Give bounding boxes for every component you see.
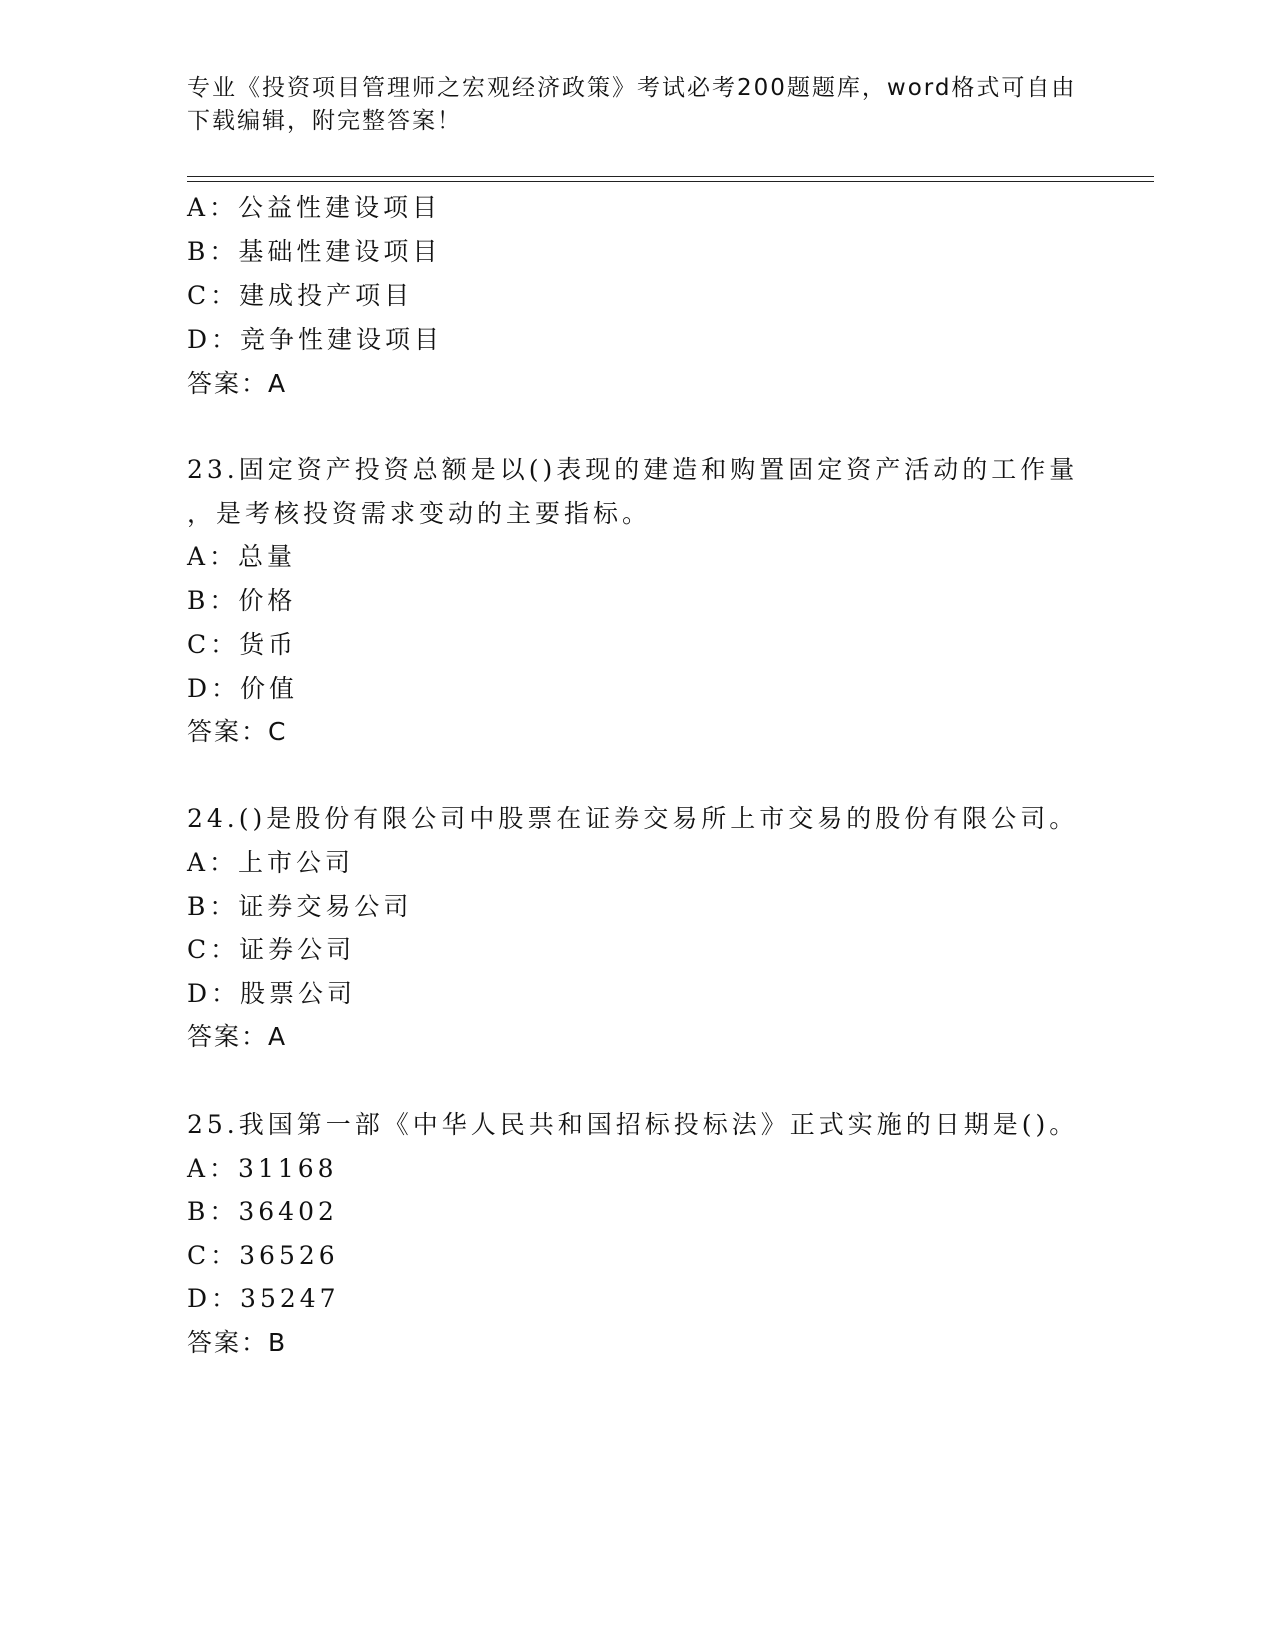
q25-answer: 答案：B xyxy=(187,1328,288,1357)
header-line-2: 下载编辑，附完整答案！ xyxy=(187,108,462,134)
q23-stem-line-2: ，是考核投资需求变动的主要指标。 xyxy=(187,499,652,528)
q23-option-d: D：价值 xyxy=(187,674,299,703)
q23-stem-line-1: 23.固定资产投资总额是以()表现的建造和购置固定资产活动的工作量 xyxy=(187,455,1079,484)
q23-option-b: B：价格 xyxy=(187,586,297,615)
q23-option-a: A：总量 xyxy=(187,542,297,571)
q24-option-b: B：证券交易公司 xyxy=(187,892,413,921)
header-divider-top xyxy=(187,176,1154,177)
q22-option-d: D：竞争性建设项目 xyxy=(187,325,444,354)
q24-option-a: A：上市公司 xyxy=(187,848,355,877)
document-header xyxy=(187,72,1087,138)
q22-option-a: A：公益性建设项目 xyxy=(187,193,442,222)
q25-option-d: D：35247 xyxy=(187,1284,340,1313)
q24-option-c: C：证券公司 xyxy=(187,935,356,964)
q24-answer: 答案：A xyxy=(187,1022,288,1051)
q23-option-c: C：货币 xyxy=(187,630,298,659)
q24-option-d: D：股票公司 xyxy=(187,979,357,1008)
q25-stem-line-1: 25.我国第一部《中华人民共和国招标投标法》正式实施的日期是()。 xyxy=(187,1110,1079,1139)
q22-answer: 答案：A xyxy=(187,369,288,398)
q25-option-a: A：31168 xyxy=(187,1154,338,1183)
q22-option-b: B：基础性建设项目 xyxy=(187,237,442,266)
q25-option-b: B：36402 xyxy=(187,1197,338,1226)
q22-option-c: C：建成投产项目 xyxy=(187,281,414,310)
q24-stem-line-1: 24.()是股份有限公司中股票在证券交易所上市交易的股份有限公司。 xyxy=(187,804,1079,833)
q23-answer: 答案：C xyxy=(187,717,288,746)
header-line-1: 专业《投资项目管理师之宏观经济政策》考试必考200题题库，word格式可自由 xyxy=(187,75,1077,101)
header-divider-bottom xyxy=(187,181,1154,182)
q25-option-c: C：36526 xyxy=(187,1241,339,1270)
